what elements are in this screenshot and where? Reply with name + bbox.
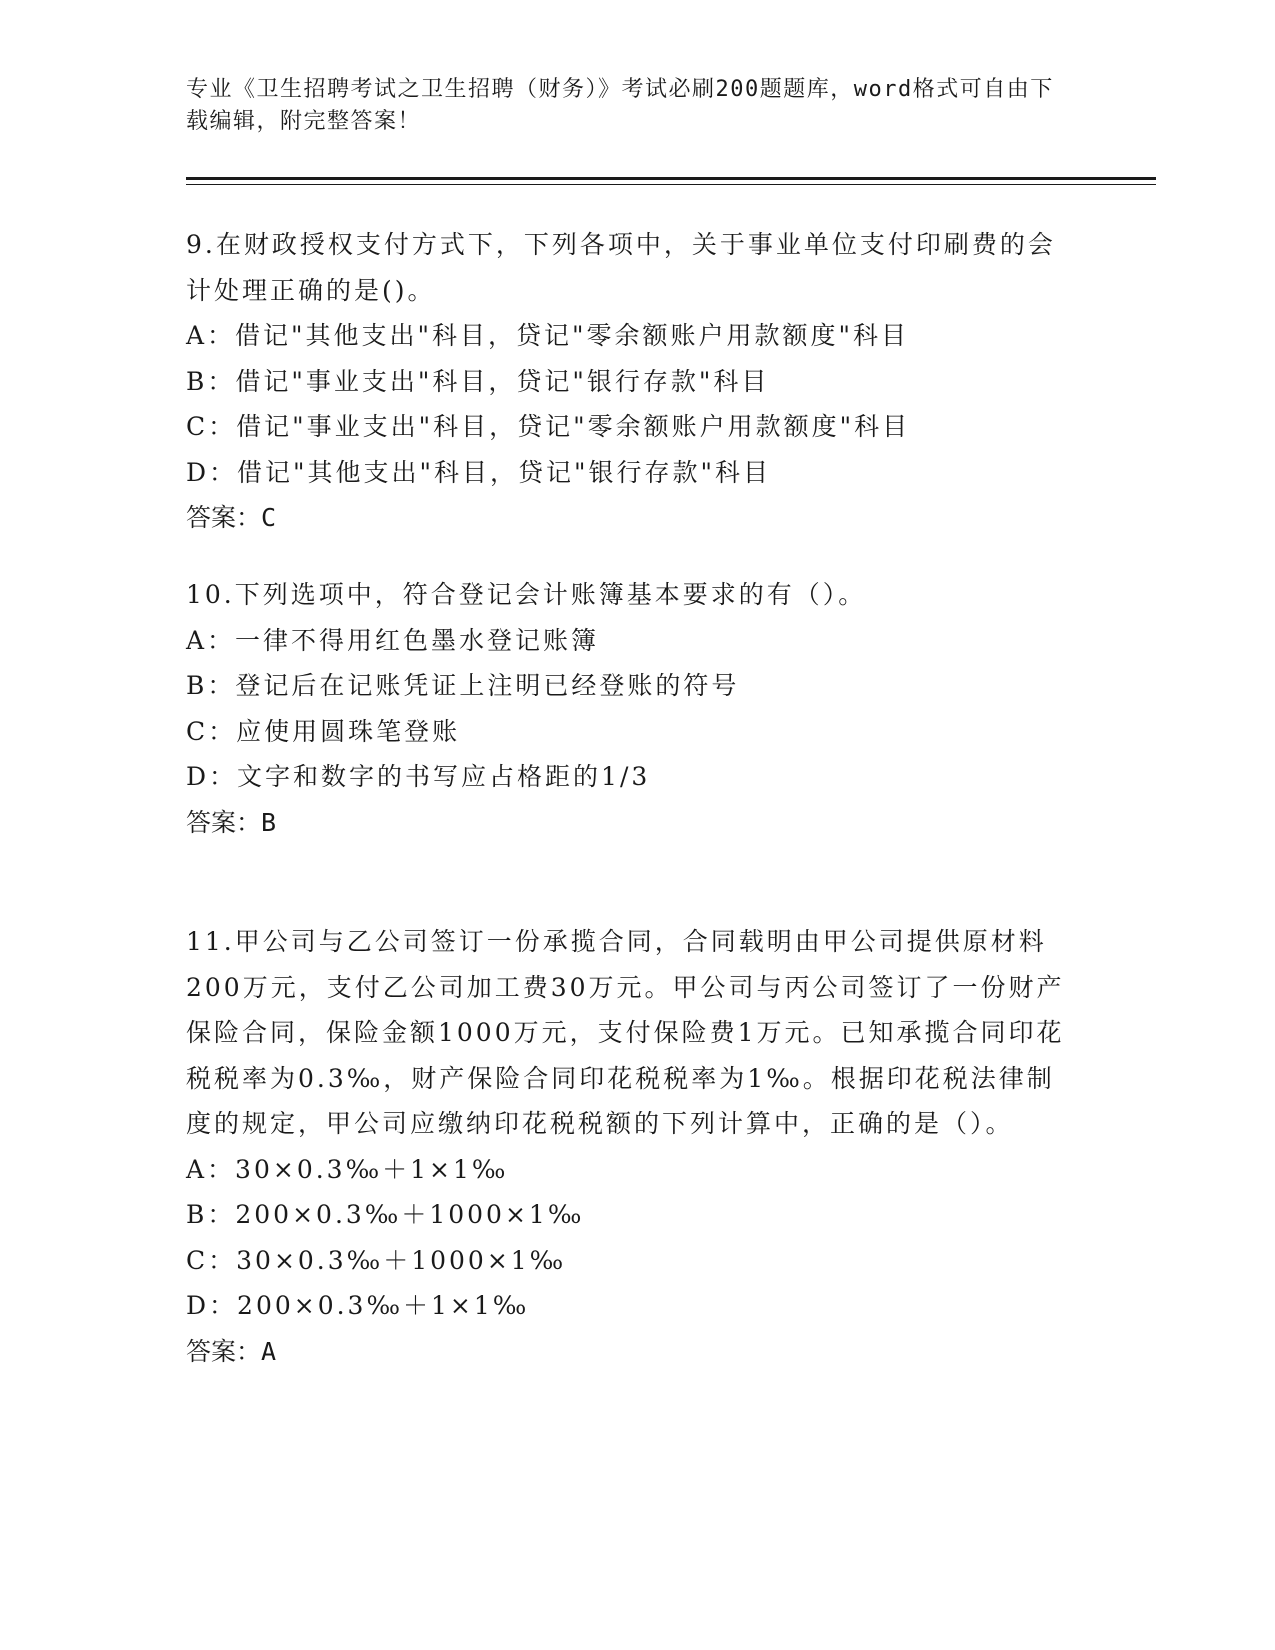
answer-line xyxy=(186,1329,1076,1375)
answer-line xyxy=(186,800,1076,846)
answer-label: 答案： xyxy=(186,1336,262,1366)
header-divider-thick xyxy=(186,177,1156,180)
question-text: 11.甲公司与乙公司签订一份承揽合同，合同载明由甲公司提供原材料200万元，支付乙公司加工费30万元。甲公司与丙公司签订了一份财产保险合同，保险金额1000万元，支付保险费1万元。已知承揽合同印花税税率为0.3‰，财产保险合同印花税税率为1‰。根据印花税法律制度的规定，甲公司应缴纳印花税税额的下列计算中，正确的是（）。 xyxy=(186,927,1065,1138)
option-b: B：200×0.3‰＋1000×1‰ xyxy=(186,1200,585,1229)
option-a: A：一律不得用红色墨水登记账簿 xyxy=(186,625,600,655)
option-b: B：借记"事业支出"科目，贷记"银行存款"科目 xyxy=(186,366,770,396)
option-c: C：应使用圆珠笔登账 xyxy=(186,716,461,746)
option-a: A：30×0.3‰＋1×1‰ xyxy=(186,1154,509,1184)
option-a: A：借记"其他支出"科目，贷记"零余额账户用款额度"科目 xyxy=(186,321,910,350)
option-d: D：借记"其他支出"科目，贷记"银行存款"科目 xyxy=(186,457,772,487)
question-11 xyxy=(186,919,1076,1374)
answer-value: A xyxy=(261,1336,277,1366)
option-c: C：借记"事业支出"科目，贷记"零余额账户用款额度"科目 xyxy=(186,412,911,441)
answer-label: 答案： xyxy=(186,503,262,532)
question-text: 10.下列选项中，符合登记会计账簿基本要求的有（）。 xyxy=(186,580,867,609)
answer-label: 答案： xyxy=(186,807,262,837)
option-d: D：200×0.3‰＋1×1‰ xyxy=(186,1291,530,1320)
option-c: C：30×0.3‰＋1000×1‰ xyxy=(186,1245,567,1275)
header-divider-thin xyxy=(186,184,1156,185)
question-text: 9.在财政授权支付方式下，下列各项中，关于事业单位支付印刷费的会计处理正确的是()。 xyxy=(186,230,1056,305)
answer-line xyxy=(186,495,1076,541)
answer-value: B xyxy=(261,807,277,837)
question-10 xyxy=(186,572,1076,845)
option-b: B：登记后在记账凭证上注明已经登账的符号 xyxy=(186,671,740,700)
option-d: D：文字和数字的书写应占格距的1/3 xyxy=(186,762,651,791)
document-header: 专业《卫生招聘考试之卫生招聘（财务）》考试必刷200题题库，word格式可自由下载编辑，附完整答案！ xyxy=(186,77,1054,134)
answer-value: C xyxy=(261,503,277,532)
question-9 xyxy=(186,222,1076,541)
